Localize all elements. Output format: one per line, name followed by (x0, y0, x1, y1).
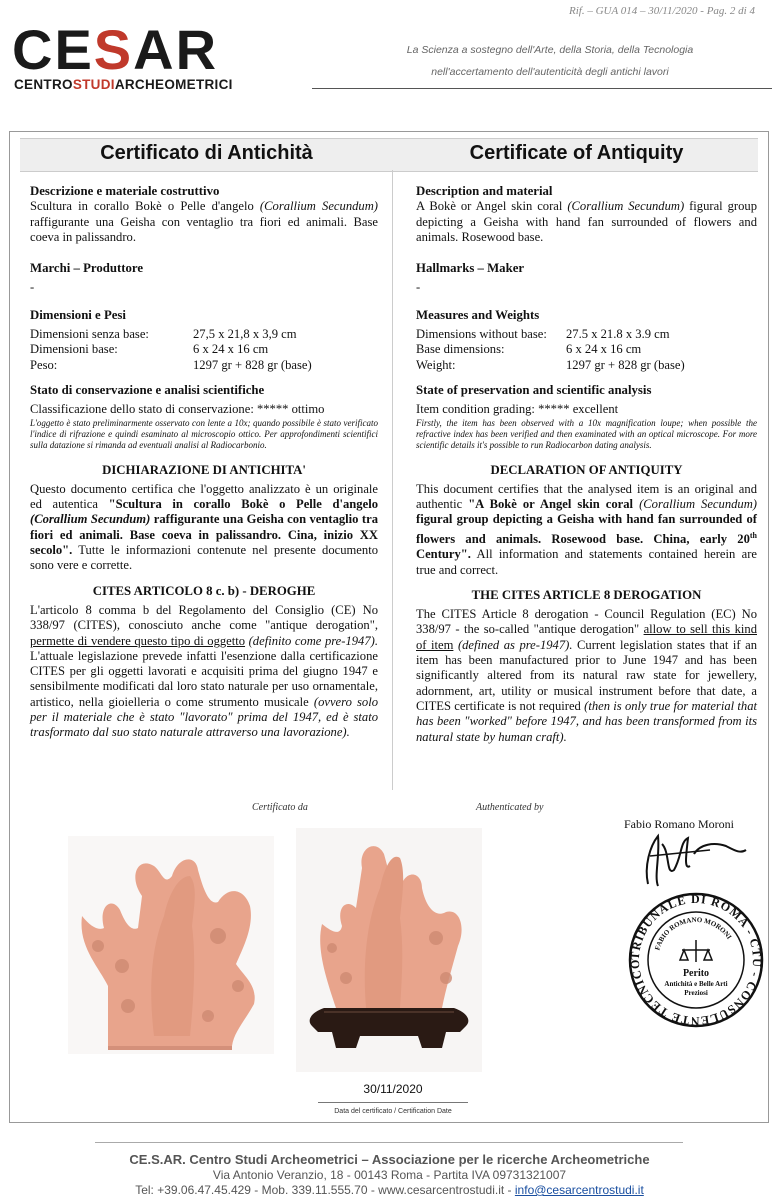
footer-rule (95, 1142, 683, 1143)
decl-text: Questo documento certifica che l'oggetto analizzato è un originale ed autentica "Scultura in corallo Bokè o Pelle d'angelo (Corallium Secundum) raffigurante una Geisha con ventaglio tra fiori ed animali. Base coeva in palissandro. Cina, inizio XX secolo". Tutte le informazioni contenute nel presente documento sono vere e corrette. (30, 481, 378, 573)
date-label: Data del certificato / Certification Date (334, 1108, 452, 1115)
desc-heading: Description and material (416, 184, 553, 198)
english-column (416, 184, 757, 745)
desc-text: Scultura in corallo Bokè o Pelle d'angelo (Corallium Secundum) raffigurante una Geisha con ventaglio tra fiori ed animali. Base coeva in palissandro. (30, 199, 378, 244)
footer-org: CE.S.AR. Centro Studi Archeometrici – Associazione per le ricerche Archeometriche (129, 1152, 650, 1167)
svg-text:TRIBUNALE DI ROMA - CTU - CONS: TRIBUNALE DI ROMA - CTU - CONSULENTE TECNICO (627, 891, 765, 1029)
svg-text:Preziosi: Preziosi (684, 989, 708, 997)
dims-row: Base dimensions: 6 x 24 x 16 cm (416, 342, 642, 357)
cites-heading: CITES ARTICOLO 8 c. b) - DEROGHE (92, 583, 316, 598)
reference-line: Rif. – GUA 014 – 30/11/2020 - Pag. 2 di 4 (569, 5, 755, 17)
state-note: L'oggetto è stato preliminarmente osservato con lente a 10x; quando possibile è stato verificato l'indice di rifrazione e quindi esaminato al microscopio ottico. Per approfondimenti scientifici sulla datazione si rimanda ad eventuali analisi al Radiocarbonio. (30, 417, 378, 450)
state-heading: Stato di conservazione e analisi scientifiche (30, 382, 265, 397)
cites-text: L'articolo 8 comma b del Regolamento del Consiglio (CE) No 338/97 (CITES), conosciuto anche come "antique derogation", permette di vendere questo tipo di oggetto (definito come pre-1947). L'attuale legislazione prevede infatti l'esenzione dalla certificazione CITES per gli oggetti lavorati e acquisiti prima del giugno 1947 e sensibilmente modificati dal loro stato naturale per uso ornamentale, artistico, nella gioielleria o come strumento musicale (ovvero solo per il materiale che è stato "lavorato" prima del 1947, ed è stato trasformato dal suo stato naturale attraverso una lavorazione). (30, 602, 378, 740)
desc-text: A Bokè or Angel skin coral (Corallium Secundum) figural group depicting a Geisha with hand fan surrounded of flowers and animals. Rosewood base. (416, 199, 757, 244)
dims-heading: Measures and Weights (416, 307, 540, 322)
date-rule (318, 1102, 468, 1103)
marks-heading: Hallmarks – Maker (416, 261, 525, 276)
signer-name: Fabio Romano Moroni (624, 817, 734, 831)
state-value: Item condition grading: ***** excellent (416, 402, 619, 417)
cesar-logo: CESAR (12, 18, 219, 81)
marks-value: - (30, 280, 35, 295)
dims-row: Peso: 1297 gr + 828 gr (base) (30, 357, 312, 372)
column-divider (392, 170, 393, 790)
decl-heading: DICHIARAZIONE DI ANTICHITA' (102, 462, 306, 477)
state-value: Classificazione dello stato di conservazione: ***** ottimo (30, 402, 325, 417)
certified-by-label: Certificato da (252, 802, 308, 813)
footer-address: Via Antonio Veranzio, 18 - 00143 Roma - Partita IVA 09731321007 (212, 1168, 567, 1182)
signature-image (630, 826, 750, 896)
cesar-logo-subtitle: CENTROSTUDIARCHEOMETRICI (14, 77, 233, 92)
cites-heading: THE CITES ARTICLE 8 DEROGATION (471, 587, 702, 602)
footer-email-link[interactable]: info@cesarcentrostudi.it (514, 1183, 644, 1197)
coral-photo-with-base (296, 828, 482, 1072)
decl-heading: DECLARATION OF ANTIQUITY (490, 462, 683, 477)
coral-on-rosewood-image (296, 828, 482, 1072)
dims-row: Dimensions without base: 27.5 x 21.8 x 3.9 cm (416, 327, 670, 342)
dims-row: Weight: 1297 gr + 828 gr (base) (416, 357, 685, 372)
certificate-date: 30/11/2020 (363, 1082, 423, 1096)
title-english: Certificate of Antiquity (469, 142, 684, 164)
svg-text:Perito: Perito (682, 968, 710, 979)
decl-text: This document certifies that the analysed item is an original and authentic "A Bokè or Angel skin coral (Corallium Secundum) figural group depicting a Geisha with hand fan surrounded of flowers and animals. Rosewood base. China, early 20th Century". All information and statements contained herein are true and correct. (416, 481, 757, 577)
footer-contacts: Tel: +39.06.47.45.429 - Mob. 339.11.555.70 - www.cesarcentrostudi.it - info@cesarcentrostudi.it (135, 1183, 644, 1197)
tagline-2: nell'accertamento dell'autenticità degli antichi lavori (431, 66, 669, 78)
coral-photo-front (68, 836, 274, 1054)
dims-heading: Dimensioni e Pesi (30, 307, 126, 322)
tagline-1: La Scienza a sostegno dell'Arte, della Storia, della Tecnologia (406, 44, 694, 56)
italian-column (30, 184, 378, 741)
header-rule (312, 88, 772, 89)
marks-heading: Marchi – Produttore (30, 261, 144, 276)
official-stamp-icon (626, 890, 766, 1030)
desc-heading: Descrizione e materiale costruttivo (30, 184, 220, 198)
dims-table (30, 327, 378, 373)
coral-sculpture-image (68, 836, 274, 1054)
marks-value: - (416, 280, 421, 295)
cites-text: The CITES Article 8 derogation - Council Regulation (EC) No 338/97 - the so-called "antique derogation" allow to sell this kind of item (defined as pre-1947). Current legislation states that if an item has been manufactured prior to June 1947 and has been significantly altered from its natural raw state for jewellery, adornment, art, utility or musical instrument before that date, a CITES certificate is not required (then is only true for material that has been "worked" before 1947, and has been transformed from its natural state by human craft). (416, 607, 757, 744)
dims-table (416, 327, 757, 373)
svg-text:Antichità e Belle Arti: Antichità e Belle Arti (664, 980, 728, 988)
dims-row: Dimensioni base: 6 x 24 x 16 cm (30, 342, 269, 357)
svg-text:FABIO ROMANO MORONI: FABIO ROMANO MORONI (653, 915, 734, 952)
state-note: Firstly, the item has been observed with a 10x magnification loupe; when possible the refractive index has been verified and then examinated with an optical microscope. For more scientific details it's possible to run Radiocarbon dating analysis. (416, 417, 757, 450)
title-italian: Certificato di Antichità (100, 142, 313, 164)
dims-row: Dimensioni senza base: 27,5 x 21,8 x 3,9 cm (30, 327, 297, 342)
state-heading: State of preservation and scientific analysis (416, 382, 652, 397)
authenticated-by-label: Authenticated by (476, 802, 544, 813)
